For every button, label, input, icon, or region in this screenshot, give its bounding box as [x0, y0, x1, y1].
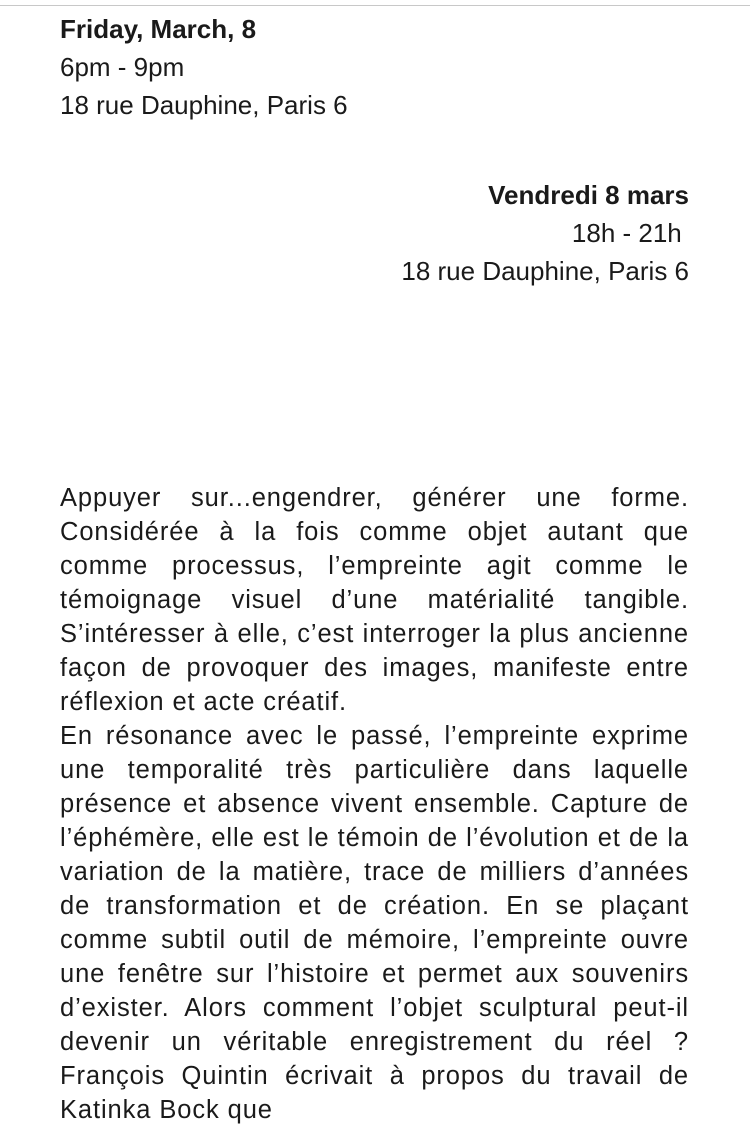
exhibition-text [60, 481, 689, 1127]
event-address-english: 18 rue Dauphine, Paris 6 [60, 90, 348, 120]
paragraph-1: Appuyer sur...engendrer, générer une forme. Considérée à la fois comme objet autant que comme processus, l’empreinte agit comme le témoignage visuel d’une matérialité tangible. S’intéresser à elle, c’est interroger la plus ancienne façon de provoquer des images, manifeste entre réflexion et acte créatif. [60, 484, 689, 716]
event-time-english: 6pm - 9pm [60, 52, 185, 82]
event-time-french: 18h - 21h [571, 218, 689, 248]
event-address-french: 18 rue Dauphine, Paris 6 [401, 256, 689, 286]
event-info-english [60, 10, 690, 124]
event-info-french [59, 176, 689, 290]
paragraph-2: En résonance avec le passé, l’empreinte exprime une temporalité très particulière dans laquelle présence et absence vivent ensemble. Capture de l’éphémère, elle est le témoin de l’évolution et de la variation de la matière, trace de milliers d’années de transformation et de création. En se plaçant comme subtil outil de mémoire, l’empreinte ouvre une fenêtre sur l’histoire et permet aux souvenirs d’exister. Alors comment l’objet sculptural peut-il devenir un véritable enregistrement du réel ? François Quintin écrivait à propos du travail de Katinka Bock que [60, 722, 689, 1124]
top-divider [0, 5, 750, 6]
event-date-english: Friday, March, 8 [60, 14, 257, 44]
event-date-french: Vendredi 8 mars [488, 180, 689, 210]
